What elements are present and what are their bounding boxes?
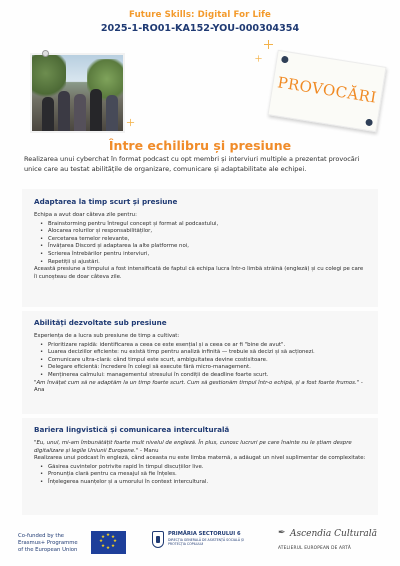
eu-star-icon: ★ [106,533,111,538]
section-skills [22,311,378,414]
section-language-barrier [22,418,378,515]
eu-star-icon: ★ [113,539,118,544]
photo-person [42,97,54,131]
intro-paragraph: Realizarea unui cyberchat în format podcast cu opt membri și interviuri multiple a prezentat provocări unice care au testat abilitățile de organizare, comunicare și adaptabilitate ale echipei. [24,155,360,174]
sparkle-icon [255,55,261,61]
eu-star-icon: ★ [101,535,106,540]
pin-icon [365,118,373,126]
atelier-name: ATELIERUL EUROPEAN DE ARTĂ [278,546,352,551]
cofund-text [18,533,78,554]
section-time-pressure [22,189,378,307]
program-title: Future Skills: Digital For Life [129,10,271,20]
sparkle-icon [127,119,134,126]
crest-icon [152,531,164,548]
quote-block [34,380,366,395]
quill-icon: ✒ [278,528,286,538]
eu-star-icon: ★ [101,544,106,549]
photo-person [74,94,86,131]
list-item: • Cercetarea temelor relevante, [34,236,366,244]
section-heading: Adaptarea la timp scurt și presiune [34,197,178,206]
list-item: • Învățarea Discord și adaptarea la alte platforme noi, [34,243,366,251]
eu-star-icon: ★ [111,535,116,540]
section-closing: Această presiune a timpului a fost intensificată de faptul că echipa lucra într-o limbă străină (engleză) și cu colegi pe care îi cunoșteau de doar câteva zile. [34,266,364,280]
cofund-line: of the European Union [18,547,78,553]
photo-person [90,89,102,131]
list-item: • Menținerea calmului: managementul stresului în condiții de deadline foarte scurt. [34,372,366,380]
atelier-signature-text: Ascendia Culturală [290,529,378,539]
eu-star-icon: ★ [106,546,111,551]
project-code: 2025-1-RO01-KA152-YOU-000304354 [100,23,300,34]
team-photo [30,53,125,133]
list-item: • Scrierea întrebărilor pentru interviuri, [34,251,366,259]
list-item: • Pronunția clară pentru ca mesajul să fie înțeles. [34,471,366,479]
list-item: • Delegare eficientă: încredere în colegi să execute fără micro-management. [34,364,366,372]
section-heading: Bariera lingvistică și comunicarea interculturală [34,425,230,434]
list-item: • Repetiții și ajustări. [34,259,366,267]
list-item: • Prioritizare rapidă: identificarea a ceea ce este esențial și a ceea ce ar fi "bine de avut". [34,342,366,350]
quote-text: "Am învățat cum să ne adaptăm la un timp foarte scurt. Cum să gestionăm timpul într-o echipă, și a fost foarte frumos." [34,379,360,386]
header [0,10,400,34]
pin-icon [42,50,49,57]
list-item: • Găsirea cuvintelor potrivite rapid în timpul discuțiilor live. [34,464,366,472]
bullet-list [34,221,366,267]
section-lead: Realizarea unui podcast în engleză, când aceasta nu este limba maternă, a adăugat un nivel suplimentar de complexitate: [34,455,366,462]
challenges-sticker [268,50,387,132]
quote-block [34,440,366,455]
atelier-signature [278,528,378,539]
quote-text: "Eu, unul, mi-am îmbunătățit foarte mult nivelul de engleză. În plus, cunosc lucruri pe care înainte nu le știam despre digitalizare și legile Uniunii Europene." [34,440,352,454]
quote-author: - Manu [138,447,159,454]
sticker-word: PROVOCĂRI [276,73,379,107]
photo-person [58,91,70,131]
eu-flag-icon [91,531,126,554]
pin-icon [281,56,289,64]
section-lead: Experiența de a lucra sub presiune de timp a cultivat: [34,333,180,339]
page-title: Între echilibru și presiune [108,138,292,153]
list-item: • Luarea deciziilor eficiente: nu există timp pentru analiză infinită — trebuie să decizi și să acționezi. [34,349,366,357]
section-lead: Echipa a avut doar câteva zile pentru: [34,212,137,218]
cofund-line: Erasmus+ Programme [18,540,78,546]
sparkle-icon [264,40,273,49]
eu-star-icon: ★ [99,539,104,544]
cofund-line: Co-funded by the [18,533,65,539]
section-heading: Abilități dezvoltate sub presiune [34,318,167,327]
photo-person [106,95,118,131]
list-item: • Comunicare ultra-clară: când timpul este scurt, ambiguitatea devine costisitoare. [34,357,366,365]
primaria-subtitle: DIRECȚIA GENERALĂ DE ASISTENȚĂ SOCIALĂ ȘI PROTECȚIA COPILULUI [168,538,244,546]
primaria-name: PRIMĂRIA SECTORULUI 6 [168,531,241,537]
quote-author: - Ana [34,379,363,394]
list-item: • Brainstorming pentru întregul concept și format al podcastului, [34,221,366,229]
bullet-list [34,464,366,487]
list-item: • Înțelegerea nuanțelor și a umorului în context intercultural. [34,479,366,487]
list-item: • Alocarea rolurilor și responsabilităților, [34,228,366,236]
bullet-list [34,342,366,380]
eu-star-icon: ★ [111,544,116,549]
footer-logos [0,527,400,566]
